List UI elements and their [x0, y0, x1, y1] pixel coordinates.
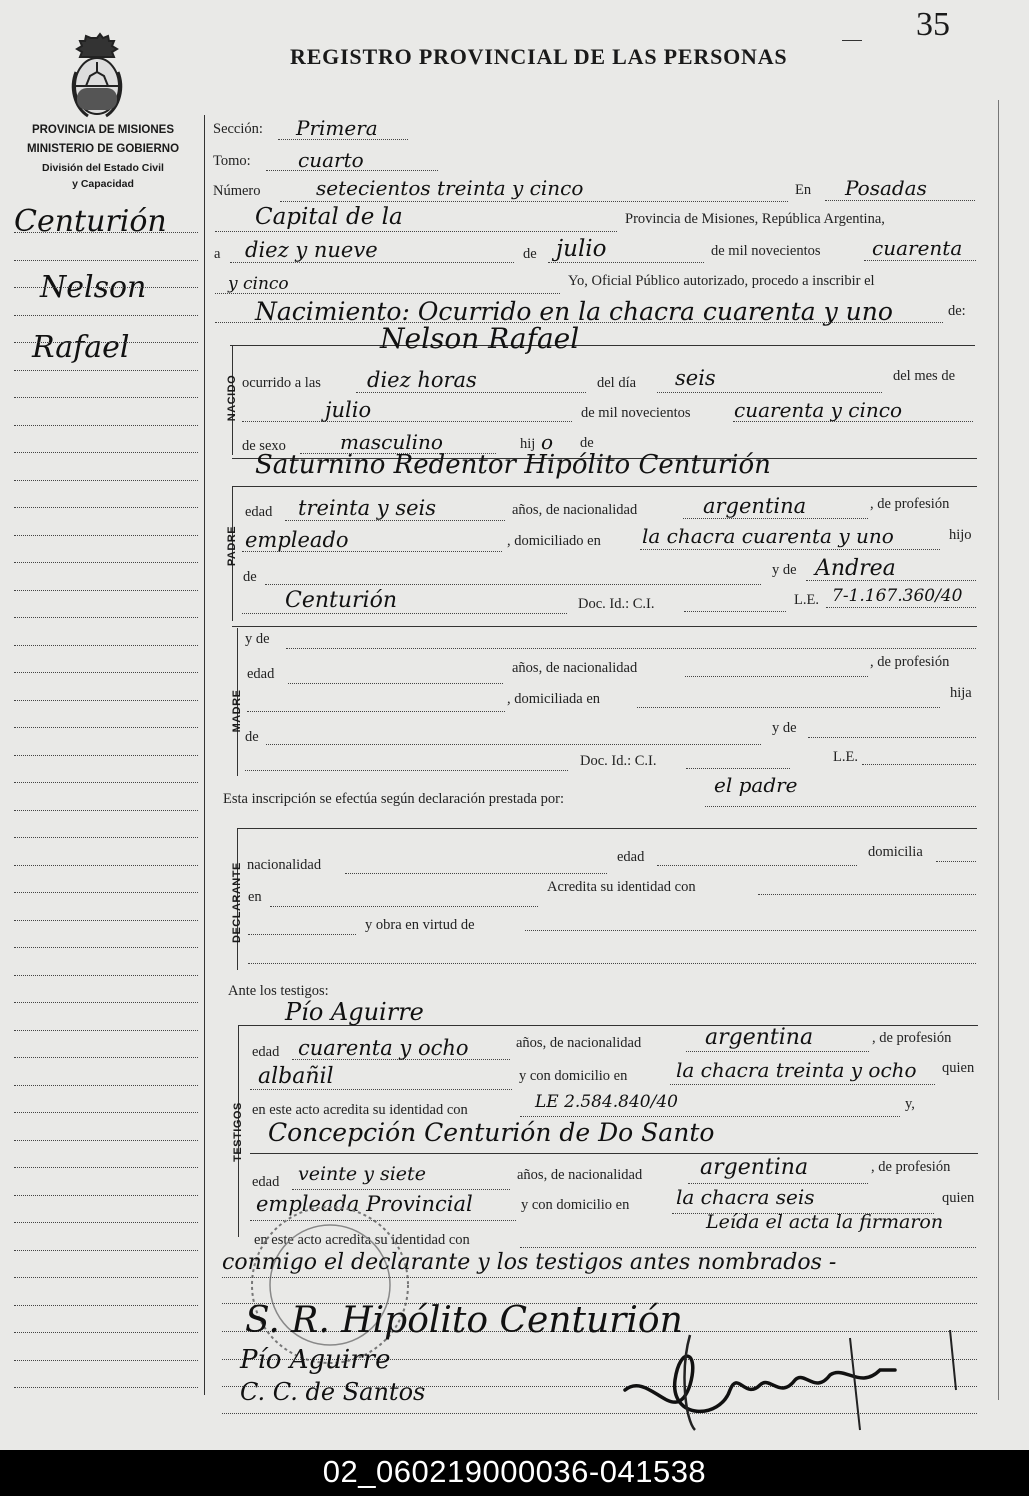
margin-rule-line: [14, 1030, 198, 1031]
declarante-nac-label: nacionalidad: [247, 857, 322, 873]
margin-rule-line: [14, 617, 198, 618]
witness1-name: Pío Aguirre: [285, 998, 424, 1026]
padre-le-value: 7-1.167.360/40: [832, 586, 963, 606]
margin-rule-line: [14, 892, 198, 893]
left-frame-line: [204, 115, 205, 1395]
ocurrido-label: ocurrido a las: [242, 375, 321, 391]
testigos-intro: Ante los testigos:: [228, 983, 329, 999]
padre-edad-label: edad: [245, 504, 273, 520]
declarante-acredita-label: Acredita su identidad con: [547, 879, 696, 895]
witness2-prof-label: , de profesión: [871, 1159, 951, 1175]
padre-section-label: PADRE: [226, 525, 238, 567]
margin-rule-line: [14, 1250, 198, 1251]
witness1-dom-label: y con domicilio en: [519, 1068, 628, 1084]
hij-label: hij: [520, 436, 536, 452]
margin-first-name: Nelson: [40, 270, 147, 305]
place-value: Capital de la: [255, 204, 403, 230]
day-value: diez y nueve: [245, 238, 378, 262]
de-label: de: [523, 246, 537, 262]
margin-rule-line: [14, 535, 198, 536]
margin-rule-line: [14, 1360, 198, 1361]
declarante-edad-label: edad: [617, 849, 645, 865]
margin-rule-line: [14, 920, 198, 921]
del-dia-label: del día: [597, 375, 637, 391]
madre-prof-label: , de profesión: [870, 654, 950, 670]
margin-second-name: Rafael: [32, 330, 130, 365]
witness2-dom-label: y con domicilio en: [521, 1197, 630, 1213]
margin-rule-line: [14, 452, 198, 453]
margin-rule-line: [14, 1112, 198, 1113]
child-name: Nelson Rafael: [380, 322, 580, 355]
padre-mother-name: Andrea: [815, 556, 896, 581]
org-line-2: MINISTERIO DE GOBIERNO: [26, 143, 180, 155]
numero-label: Número: [213, 183, 261, 199]
margin-rule-line: [14, 1002, 198, 1003]
witness2-edad-value: veinte y siete: [298, 1163, 426, 1185]
margin-rule-line: [14, 370, 198, 371]
footer-bar: [0, 1450, 1029, 1496]
witness2-name: Concepción Centurión de Do Santo: [268, 1118, 715, 1147]
margin-rule-line: [14, 1277, 198, 1278]
witness2-dom-value: la chacra seis: [676, 1185, 815, 1209]
en-value: Posadas: [845, 176, 927, 200]
de-colon-label: de:: [948, 303, 966, 319]
witness1-acredita-label: en este acto acredita su identidad con: [252, 1102, 468, 1118]
margin-rule-line: [14, 1085, 198, 1086]
father-name: Saturnino Redentor Hipólito Centurión: [255, 450, 771, 480]
madre-doc-label: Doc. Id.: C.I.: [580, 753, 657, 769]
tomo-label: Tomo:: [213, 153, 251, 169]
margin-rule-line: [14, 865, 198, 866]
declarante-section-label: DECLARANTE: [231, 862, 243, 943]
margin-rule-line: [14, 260, 198, 261]
madre-le-label: L.E.: [833, 749, 858, 765]
madre-nac-label: años, de nacionalidad: [512, 660, 638, 676]
margin-rule-line: [14, 1305, 198, 1306]
nacido-section-label: NACIDO: [226, 374, 238, 422]
witness1-edad-value: cuarenta y ocho: [298, 1036, 469, 1060]
witness1-prof-label: , de profesión: [872, 1030, 952, 1046]
padre-nac-value: argentina: [703, 494, 807, 518]
tomo-value: cuarto: [298, 148, 364, 172]
margin-rule-line: [14, 507, 198, 508]
seccion-label: Sección:: [213, 121, 263, 137]
right-edge-line: [998, 100, 999, 1400]
official-signature: [620, 1330, 960, 1440]
padre-le-label: L.E.: [794, 592, 819, 608]
margin-rule-line: [14, 700, 198, 701]
provincia-text: Provincia de Misiones, República Argentina,: [625, 211, 885, 227]
oficial-text: Yo, Oficial Público autorizado, procedo a inscribir el: [568, 273, 875, 289]
event-value: Nacimiento: Ocurrido en la chacra cuarenta y uno: [255, 297, 893, 326]
madre-de-label: de: [245, 729, 259, 745]
padre-prof-label: , de profesión: [870, 496, 950, 512]
margin-rule-line: [14, 1140, 198, 1141]
margin-rule-line: [14, 342, 198, 343]
margin-rule-line: [14, 562, 198, 563]
sexo-label: de sexo: [242, 438, 286, 454]
margin-rule-line: [14, 1332, 198, 1333]
signature-3: C. C. de Santos: [240, 1378, 426, 1406]
margin-rule-line: [14, 727, 198, 728]
witness2-nac-value: argentina: [700, 1155, 809, 1180]
hij-value: o: [541, 430, 554, 454]
madre-y-de2-label: y de: [772, 720, 797, 736]
footer-code: 02_060219000036-041538: [322, 1454, 707, 1489]
margin-rule-line: [14, 1195, 198, 1196]
witness1-id-value: LE 2.584.840/40: [535, 1092, 678, 1112]
margin-rule-line: [14, 645, 198, 646]
witness1-prof-value: albañil: [258, 1064, 334, 1089]
birth-month-value: julio: [325, 398, 372, 422]
madre-hija-label: hija: [950, 685, 972, 701]
closing-line: conmigo el declarante y los testigos antes nombrados -: [222, 1250, 837, 1275]
year-value-2: y cinco: [228, 274, 289, 294]
margin-rule-line: [14, 315, 198, 316]
madre-edad-label: edad: [247, 666, 275, 682]
margin-rule-line: [14, 975, 198, 976]
birth-year-value: cuarenta y cinco: [734, 398, 902, 422]
margin-rule-line: [14, 672, 198, 673]
declarante-domicilia-label: domicilia: [868, 844, 923, 860]
witness2-prof-value: empleada Provincial: [256, 1192, 473, 1216]
padre-surname-line: Centurión: [285, 588, 397, 613]
margin-rule-line: [14, 590, 198, 591]
padre-dom-value: la chacra cuarenta y uno: [642, 524, 894, 548]
padre-nac-label: años, de nacionalidad: [512, 502, 638, 518]
padre-de-label: de: [243, 569, 257, 585]
madre-section-label: MADRE: [231, 689, 243, 733]
org-line-1: PROVINCIA DE MISIONES: [31, 124, 175, 136]
page-number: 35: [916, 6, 950, 43]
declarante-obra-label: y obra en virtud de: [365, 917, 475, 933]
en-label: En: [795, 182, 812, 198]
seccion-value: Primera: [296, 116, 378, 140]
margin-rule-line: [14, 1387, 198, 1388]
document-title: REGISTRO PROVINCIAL DE LAS PERSONAS: [290, 44, 788, 69]
a-label: a: [214, 246, 221, 262]
declarante-en-label: en: [248, 889, 262, 905]
margin-rule-line: [14, 947, 198, 948]
testigos-section-label: TESTIGOS: [232, 1102, 244, 1162]
padre-prof-value: empleado: [245, 528, 349, 552]
sexo-value: masculino: [340, 430, 443, 454]
witness1-y-label: y,: [905, 1096, 915, 1112]
year-label: de mil novecientos: [711, 243, 821, 259]
margin-rule-line: [14, 837, 198, 838]
madre-dom-label: , domiciliada en: [507, 691, 601, 707]
hour-value: diez horas: [367, 368, 477, 392]
margin-rule-line: [14, 810, 198, 811]
margin-rule-line: [14, 232, 198, 233]
signature-1: S. R. Hipólito Centurión: [245, 1300, 683, 1341]
year-value: cuarenta: [872, 236, 963, 260]
coat-of-arms-emblem: [68, 32, 126, 122]
padre-doc-label: Doc. Id.: C.I.: [578, 596, 655, 612]
padre-hijo-label: hijo: [949, 527, 972, 543]
nacido-de-label: de: [580, 435, 594, 451]
padre-dom-label: , domiciliado en: [507, 533, 601, 549]
margin-rule-line: [14, 755, 198, 756]
margin-rule-line: [14, 1057, 198, 1058]
margin-surname: Centurión: [14, 204, 167, 239]
birth-year-label: de mil novecientos: [581, 405, 691, 421]
margin-rule-line: [14, 1167, 198, 1168]
padre-edad-value: treinta y seis: [298, 496, 437, 520]
signature-2: Pío Aguirre: [240, 1345, 391, 1375]
margin-rule-line: [14, 287, 198, 288]
month-value: julio: [556, 236, 607, 262]
declaracion-text: Esta inscripción se efectúa según declaración prestada por:: [223, 791, 565, 807]
org-line-4: y Capacidad: [72, 178, 134, 190]
witness1-nac-label: años, de nacionalidad: [516, 1035, 642, 1051]
witness1-edad-label: edad: [252, 1044, 280, 1060]
birth-day-value: seis: [675, 366, 716, 390]
del-mes-label: del mes de: [893, 368, 956, 384]
padre-y-de-label: y de: [772, 562, 797, 578]
witness1-nac-value: argentina: [705, 1025, 814, 1050]
margin-rule-line: [14, 425, 198, 426]
witness1-quien-label: quien: [942, 1060, 975, 1076]
org-line-3: División del Estado Civil: [42, 162, 164, 174]
margin-rule-line: [14, 480, 198, 481]
margin-rule-line: [14, 782, 198, 783]
closing-tail: Leída el acta la firmaron: [706, 1211, 944, 1233]
witness1-dom-value: la chacra treinta y ocho: [676, 1058, 917, 1082]
witness2-edad-label: edad: [252, 1174, 280, 1190]
witness2-acredita-label: en este acto acredita su identidad con: [254, 1232, 470, 1248]
witness2-quien-label: quien: [942, 1190, 975, 1206]
numero-value: setecientos treinta y cinco: [316, 176, 584, 200]
margin-rule-line: [14, 397, 198, 398]
margin-rule-line: [14, 1222, 198, 1223]
witness2-nac-label: años, de nacionalidad: [517, 1167, 643, 1183]
madre-y-de-label: y de: [245, 631, 270, 647]
declaracion-value: el padre: [714, 773, 798, 797]
